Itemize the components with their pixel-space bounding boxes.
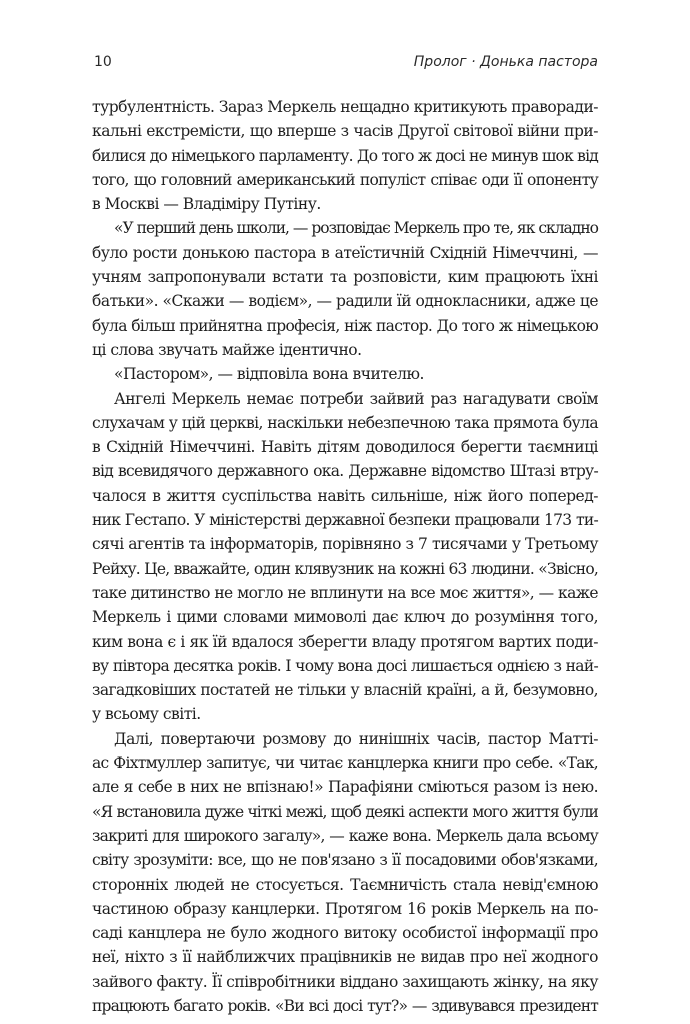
text-line: ці слова звучать майже ідентично. (92, 340, 362, 359)
text-line: батьки». «Скажи — водієм», — радили їй однокласники, адже це (92, 292, 598, 311)
text-line: закриті для широкого загалу», — каже вона. Меркель дала всьому (92, 826, 598, 845)
text-line: загадковіших постатей не тільки у власній країні, а й, безумовно, (92, 681, 598, 700)
text-line: зайвого факту. Її співробітники віддано захищають жінку, на яку (92, 972, 598, 991)
text-line: але я себе в них не впізнаю!» Парафіяни сміються разом із нею. (92, 778, 598, 797)
text-line: в Москві — Владіміру Путіну. (92, 195, 321, 214)
body-text (92, 95, 598, 1018)
text-line: у всьому світі. (92, 705, 201, 724)
text-line: саді канцлера не було жодного витоку особистої інформації про (92, 924, 598, 943)
text-line: билися до німецького парламенту. До того ж досі не минув шок від (92, 146, 598, 165)
text-line: турбулентність. Зараз Меркель нещадно критикують праворади- (92, 98, 599, 116)
text-line: в Східній Німеччині. Навіть дітям доводилося берегти таємниці (92, 438, 598, 457)
text-line: неї, ніхто з її найближчих працівників не видав про неї жодного (92, 948, 598, 967)
text-line: Далі, повертаючи розмову до нинішніх часів, пастор Матті- (114, 729, 598, 748)
text-line: «У перший день школи, — розповідає Меркель про те, як складно (114, 219, 598, 238)
text-line: учням запропонували встати та розповісти, ким працюють їхні (92, 268, 598, 287)
text-line: було рости донькою пастора в атеїстичній Східній Німеччині, — (92, 243, 598, 262)
text-line: «Я встановила дуже чіткі межі, щоб деякі аспекти мого життя були (92, 802, 598, 821)
text-line: сячі агентів та інформаторів, порівняно з 7 тисячами у Третьому (92, 535, 598, 554)
text-line: «Пастором», — відповіла вона вчителю. (114, 365, 424, 384)
text-line: від всевидячого державного ока. Державне відомство Штазі втру- (92, 462, 598, 481)
page-header (94, 54, 598, 78)
text-line: того, що головний американський популіст співає оди її опоненту (92, 170, 598, 189)
text-line: працюють багато років. «Ви всі досі тут?» — здивувався президент (92, 996, 598, 1015)
text-line: світу зрозуміти: все, що не пов'язано з її посадовими обов'язками, (92, 851, 598, 870)
text-line: сторонніх людей не стосується. Таємничість стала невід'ємною (92, 875, 598, 894)
text-line: ким вона є і як їй вдалося зберегти владу протягом вартих поди- (92, 632, 598, 651)
text-line: Меркель і цими словами мимоволі дає ключ до розуміння того, (92, 608, 598, 627)
text-line: таке дитинство не могло не вплинути на все моє життя», — каже (92, 583, 598, 602)
text-line: кальні екстремісти, що вперше з часів Другої світової війни при- (92, 122, 598, 141)
page-number: 10 (94, 54, 112, 70)
text-line: Рейху. Це, вважайте, один клявузник на кожні 63 людини. «Звісно, (92, 559, 598, 578)
text-line: Ангелі Меркель немає потреби зайвий раз нагадувати своїм (114, 389, 598, 408)
text-line: ник Гестапо. У міністерстві державної безпеки працювали 173 ти- (92, 511, 598, 530)
text-line: ву півтора десятка років. І чому вона досі лишається однією з най- (92, 656, 598, 675)
text-line: чалося в життя суспільства навіть сильніше, ніж його поперед- (92, 486, 598, 505)
text-line: слухачам у цій церкві, наскільки небезпечною така прямота була (92, 413, 598, 432)
text-line: частиною образу канцлерки. Протягом 16 років Меркель на по- (92, 899, 598, 918)
text-line: ас Фіхтмуллер запитує, чи читає канцлерка книги про себе. «Так, (92, 754, 598, 773)
text-line: була більш прийнятна професія, ніж пастор. До того ж німецькою (92, 316, 598, 335)
running-head: Пролог · Донька пастора (413, 54, 598, 70)
